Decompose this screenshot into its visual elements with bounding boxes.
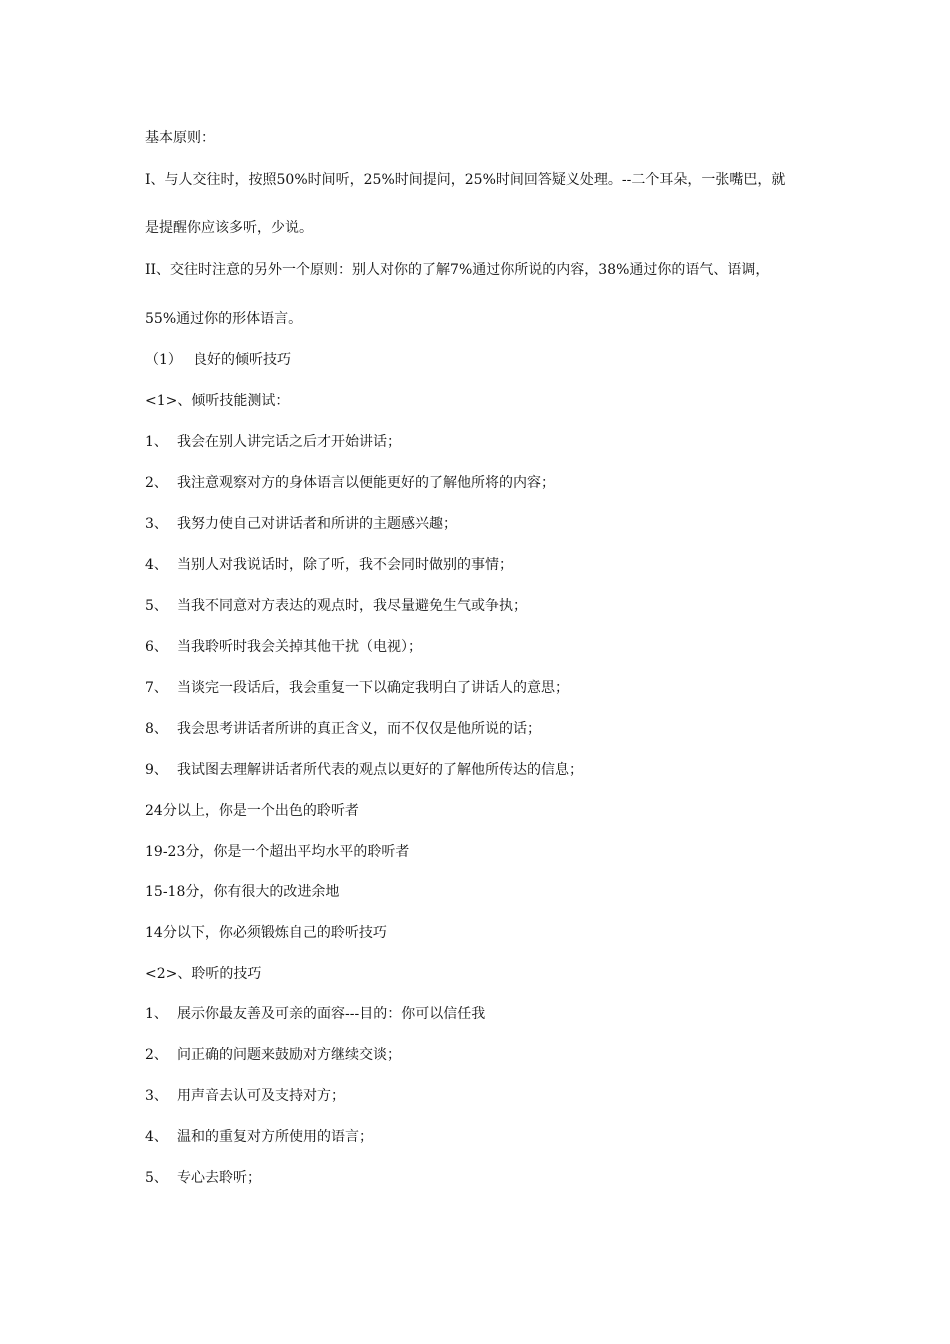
score-line: 24分以上，你是一个出色的聆听者 bbox=[145, 803, 359, 819]
principle-2-line-2: 55%通过你的形体语言。 bbox=[145, 311, 303, 327]
list-item bbox=[145, 473, 555, 493]
test-heading: <1>、倾听技能测试： bbox=[145, 393, 290, 409]
list-item bbox=[145, 1004, 485, 1024]
list-item bbox=[145, 1045, 401, 1065]
list-item-text: 当别人对我说话时，除了听，我不会同时做别的事情； bbox=[177, 557, 513, 573]
list-item-text: 我会在别人讲完话之后才开始讲话； bbox=[177, 434, 401, 450]
principle-1-line-1: I、与人交往时，按照50%时间听，25%时间提问，25%时间回答疑义处理。--二个耳朵，一张嘴巴，就 bbox=[145, 172, 786, 188]
section-1-number: （1） bbox=[145, 352, 182, 368]
list-item-text: 展示你最友善及可亲的面容---目的：你可以信任我 bbox=[177, 1006, 486, 1022]
list-item-number: 2、 bbox=[145, 475, 168, 491]
list-item bbox=[145, 432, 401, 452]
list-item bbox=[145, 1168, 261, 1188]
score-line: 19-23分，你是一个超出平均水平的聆听者 bbox=[145, 844, 410, 860]
list-item-number: 1、 bbox=[145, 1006, 168, 1022]
list-item-number: 5、 bbox=[145, 1170, 168, 1186]
skills-heading: <2>、聆听的技巧 bbox=[145, 966, 262, 982]
section-1-title: 良好的倾听技巧 bbox=[193, 352, 291, 368]
list-item-number: 3、 bbox=[145, 1088, 168, 1104]
principle-2-line-1: II、交往时注意的另外一个原则：别人对你的了解7%通过你所说的内容，38%通过你的语气、语调， bbox=[145, 262, 770, 278]
list-item-text: 温和的重复对方所使用的语言； bbox=[177, 1129, 373, 1145]
list-item-text: 问正确的问题来鼓励对方继续交谈； bbox=[177, 1047, 401, 1063]
list-item-text: 专心去聆听； bbox=[177, 1170, 261, 1186]
list-item bbox=[145, 555, 513, 575]
list-item-number: 4、 bbox=[145, 557, 168, 573]
list-item-text: 当谈完一段话后，我会重复一下以确定我明白了讲话人的意思； bbox=[177, 680, 569, 696]
doc-title: 基本原则： bbox=[145, 130, 215, 146]
list-item-text: 我注意观察对方的身体语言以便能更好的了解他所将的内容； bbox=[177, 475, 555, 491]
score-line: 15-18分，你有很大的改进余地 bbox=[145, 884, 340, 900]
list-item bbox=[145, 1127, 373, 1147]
list-item-number: 9、 bbox=[145, 762, 168, 778]
list-item-number: 3、 bbox=[145, 516, 168, 532]
list-item bbox=[145, 678, 569, 698]
list-item-text: 用声音去认可及支持对方； bbox=[177, 1088, 345, 1104]
score-line: 14分以下，你必须锻炼自己的聆听技巧 bbox=[145, 925, 387, 941]
list-item-number: 2、 bbox=[145, 1047, 168, 1063]
list-item-number: 4、 bbox=[145, 1129, 168, 1145]
list-item-number: 5、 bbox=[145, 598, 168, 614]
list-item bbox=[145, 596, 527, 616]
list-item-number: 6、 bbox=[145, 639, 168, 655]
list-item-number: 1、 bbox=[145, 434, 168, 450]
list-item bbox=[145, 760, 583, 780]
list-item bbox=[145, 514, 457, 534]
list-item-text: 我试图去理解讲话者所代表的观点以更好的了解他所传达的信息； bbox=[177, 762, 583, 778]
list-item-text: 当我不同意对方表达的观点时，我尽量避免生气或争执； bbox=[177, 598, 527, 614]
list-item-text: 当我聆听时我会关掉其他干扰（电视）； bbox=[177, 639, 422, 655]
section-1-heading bbox=[145, 350, 291, 370]
list-item bbox=[145, 1086, 345, 1106]
list-item-text: 我会思考讲话者所讲的真正含义，而不仅仅是他所说的话； bbox=[177, 721, 541, 737]
list-item bbox=[145, 719, 541, 739]
list-item-text: 我努力使自己对讲话者和所讲的主题感兴趣； bbox=[177, 516, 457, 532]
list-item-number: 8、 bbox=[145, 721, 168, 737]
principle-1-line-2: 是提醒你应该多听，少说。 bbox=[145, 220, 313, 236]
list-item bbox=[145, 637, 422, 657]
list-item-number: 7、 bbox=[145, 680, 168, 696]
